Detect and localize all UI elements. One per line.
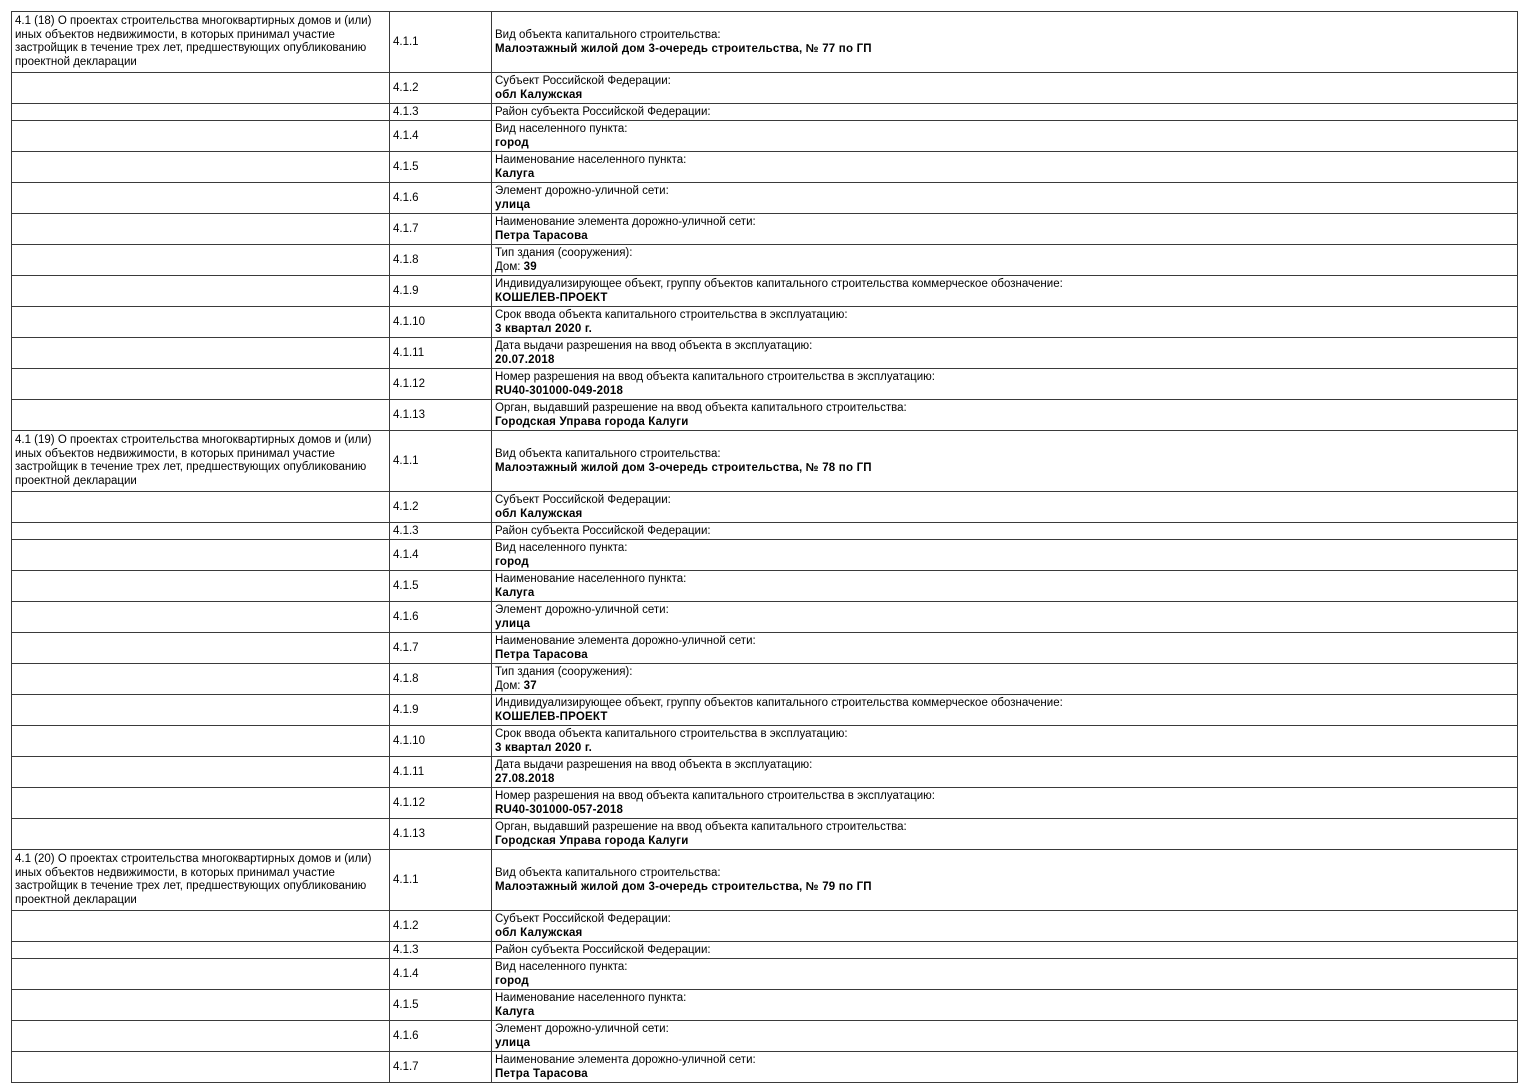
table-row: [12, 276, 1518, 307]
row-value: [495, 679, 1514, 693]
row-code: 4.1.4: [393, 549, 419, 561]
row-code: 4.1.10: [393, 316, 425, 328]
row-label: Вид населенного пункта:: [495, 542, 628, 554]
row-content-cell: [492, 602, 1518, 633]
table-row: [12, 726, 1518, 757]
section-cell: [12, 104, 390, 121]
row-code-cell: [390, 121, 492, 152]
row-code: 4.1.13: [393, 828, 425, 840]
row-label: Орган, выдавший разрешение на ввод объекта капитального строительства:: [495, 402, 907, 414]
table-row: [12, 121, 1518, 152]
row-code-cell: [390, 183, 492, 214]
row-content-cell: [492, 990, 1518, 1021]
table-row: [12, 1021, 1518, 1052]
table-row: [12, 850, 1518, 911]
row-code-cell: [390, 726, 492, 757]
row-code-cell: [390, 1052, 492, 1083]
section-cell: [12, 1052, 390, 1083]
table-row: [12, 633, 1518, 664]
row-value: улица: [495, 618, 531, 630]
row-label: Дата выдачи разрешения на ввод объекта в эксплуатацию:: [495, 340, 813, 352]
row-code-cell: [390, 400, 492, 431]
row-label: Орган, выдавший разрешение на ввод объекта капитального строительства:: [495, 821, 907, 833]
section-cell: [12, 214, 390, 245]
section-label: 4.1 (19) О проектах строительства многоквартирных домов и (или) иных объектов недвижимости, в которых принимал участие застройщик в течение трех лет, предшествующих опубликованию проектной декларации: [15, 434, 372, 487]
row-label: Наименование элемента дорожно-уличной сети:: [495, 216, 756, 228]
row-label: Субъект Российской Федерации:: [495, 75, 671, 87]
row-value: город: [495, 975, 529, 987]
table-row: [12, 990, 1518, 1021]
row-label: Индивидуализирующее объект, группу объектов капитального строительства коммерческое обозначение:: [495, 697, 1063, 709]
row-value-text: 37: [523, 680, 537, 692]
table-row: [12, 602, 1518, 633]
row-value: обл Калужская: [495, 927, 583, 939]
row-value: 20.07.2018: [495, 354, 555, 366]
row-value: Малоэтажный жилой дом 3-очередь строительства, № 78 по ГП: [495, 462, 872, 474]
row-code-cell: [390, 819, 492, 850]
section-cell: [12, 959, 390, 990]
row-code: 4.1.11: [393, 347, 425, 359]
row-label: Тип здания (сооружения):: [495, 666, 633, 678]
row-content-cell: [492, 276, 1518, 307]
row-value: обл Калужская: [495, 508, 583, 520]
section-cell: [12, 602, 390, 633]
row-code-cell: [390, 73, 492, 104]
row-code: 4.1.8: [393, 673, 419, 685]
row-code: 4.1.4: [393, 130, 419, 142]
section-cell: [12, 400, 390, 431]
section-cell: [12, 245, 390, 276]
row-code: 4.1.5: [393, 580, 419, 592]
section-cell: [12, 121, 390, 152]
row-code: 4.1.12: [393, 378, 425, 390]
row-content-cell: [492, 492, 1518, 523]
row-value: Петра Тарасова: [495, 649, 588, 661]
section-cell: [12, 523, 390, 540]
table-row: [12, 540, 1518, 571]
row-content-cell: [492, 400, 1518, 431]
row-value: 27.08.2018: [495, 773, 555, 785]
row-code-cell: [390, 959, 492, 990]
row-code-cell: [390, 695, 492, 726]
section-cell: [12, 757, 390, 788]
row-label: Район субъекта Российской Федерации:: [495, 525, 711, 537]
row-code-cell: [390, 540, 492, 571]
row-code: 4.1.7: [393, 1061, 419, 1073]
row-value: КОШЕЛЕВ-ПРОЕКТ: [495, 292, 608, 304]
row-content-cell: [492, 911, 1518, 942]
row-label: Субъект Российской Федерации:: [495, 913, 671, 925]
row-content-cell: [492, 152, 1518, 183]
row-label: Элемент дорожно-уличной сети:: [495, 185, 669, 197]
row-value: Петра Тарасова: [495, 1068, 588, 1080]
section-cell: [12, 307, 390, 338]
table-row: [12, 400, 1518, 431]
row-value: улица: [495, 1037, 531, 1049]
row-code-cell: [390, 214, 492, 245]
row-code: 4.1.13: [393, 409, 425, 421]
table-row: [12, 911, 1518, 942]
table-row: [12, 788, 1518, 819]
row-content-cell: [492, 664, 1518, 695]
row-content-cell: [492, 245, 1518, 276]
table-row: [12, 152, 1518, 183]
row-label: Элемент дорожно-уличной сети:: [495, 1023, 669, 1035]
row-code-cell: [390, 757, 492, 788]
row-label: Номер разрешения на ввод объекта капитального строительства в эксплуатацию:: [495, 790, 935, 802]
section-cell: [12, 540, 390, 571]
table-row: [12, 523, 1518, 540]
row-content-cell: [492, 1052, 1518, 1083]
row-code-cell: [390, 911, 492, 942]
table-row: [12, 245, 1518, 276]
row-label: Дата выдачи разрешения на ввод объекта в эксплуатацию:: [495, 759, 813, 771]
row-code-cell: [390, 245, 492, 276]
row-label: Тип здания (сооружения):: [495, 247, 633, 259]
row-code: 4.1.1: [393, 36, 419, 48]
section-cell: [12, 819, 390, 850]
row-code: 4.1.5: [393, 999, 419, 1011]
row-code-cell: [390, 664, 492, 695]
row-code-cell: [390, 633, 492, 664]
row-content-cell: [492, 431, 1518, 492]
row-content-cell: [492, 633, 1518, 664]
row-code: 4.1.8: [393, 254, 419, 266]
row-value: улица: [495, 199, 531, 211]
row-code: 4.1.6: [393, 611, 419, 623]
row-code-cell: [390, 990, 492, 1021]
row-content-cell: [492, 571, 1518, 602]
row-code-cell: [390, 307, 492, 338]
row-value-prefix: Дом:: [495, 680, 524, 692]
section-label: 4.1 (18) О проектах строительства многоквартирных домов и (или) иных объектов недвижимости, в которых принимал участие застройщик в течение трех лет, предшествующих опубликованию проектной декларации: [15, 15, 372, 68]
row-value: 3 квартал 2020 г.: [495, 742, 593, 754]
row-code: 4.1.9: [393, 285, 419, 297]
row-label: Вид населенного пункта:: [495, 961, 628, 973]
table-row: [12, 73, 1518, 104]
row-code-cell: [390, 276, 492, 307]
row-value: Малоэтажный жилой дом 3-очередь строительства, № 77 по ГП: [495, 43, 872, 55]
table-row: [12, 104, 1518, 121]
row-code-cell: [390, 788, 492, 819]
table-row: [12, 431, 1518, 492]
section-cell: [12, 695, 390, 726]
row-content-cell: [492, 695, 1518, 726]
table-row: [12, 819, 1518, 850]
table-row: [12, 369, 1518, 400]
row-code-cell: [390, 492, 492, 523]
row-code-cell: [390, 850, 492, 911]
section-cell: [12, 942, 390, 959]
section-cell: [12, 788, 390, 819]
row-code-cell: [390, 571, 492, 602]
row-code-cell: [390, 942, 492, 959]
row-content-cell: [492, 959, 1518, 990]
row-value: RU40-301000-049-2018: [495, 385, 624, 397]
row-code-cell: [390, 12, 492, 73]
row-label: Наименование населенного пункта:: [495, 154, 687, 166]
section-cell: [12, 152, 390, 183]
row-content-cell: [492, 850, 1518, 911]
document-page: [11, 11, 1518, 1083]
row-value: город: [495, 137, 529, 149]
table-row: [12, 571, 1518, 602]
row-label: Номер разрешения на ввод объекта капитального строительства в эксплуатацию:: [495, 371, 935, 383]
row-value: Городская Управа города Калуги: [495, 416, 689, 428]
row-code: 4.1.7: [393, 223, 419, 235]
row-code-cell: [390, 152, 492, 183]
row-content-cell: [492, 788, 1518, 819]
row-value: город: [495, 556, 529, 568]
row-label: Срок ввода объекта капитального строительства в эксплуатацию:: [495, 309, 848, 321]
row-value: Петра Тарасова: [495, 230, 588, 242]
section-cell: [12, 431, 390, 492]
row-label: Район субъекта Российской Федерации:: [495, 944, 711, 956]
row-value: обл Калужская: [495, 89, 583, 101]
row-code-cell: [390, 369, 492, 400]
row-code: 4.1.7: [393, 642, 419, 654]
section-cell: [12, 911, 390, 942]
row-content-cell: [492, 369, 1518, 400]
row-content-cell: [492, 540, 1518, 571]
section-cell: [12, 369, 390, 400]
row-code: 4.1.1: [393, 874, 419, 886]
section-cell: [12, 183, 390, 214]
row-value: 3 квартал 2020 г.: [495, 323, 593, 335]
section-cell: [12, 664, 390, 695]
row-label: Наименование населенного пункта:: [495, 573, 687, 585]
row-code: 4.1.3: [393, 525, 419, 537]
section-cell: [12, 633, 390, 664]
section-cell: [12, 1021, 390, 1052]
row-code: 4.1.12: [393, 797, 425, 809]
row-label: Наименование элемента дорожно-уличной сети:: [495, 635, 756, 647]
row-content-cell: [492, 523, 1518, 540]
row-label: Индивидуализирующее объект, группу объектов капитального строительства коммерческое обозначение:: [495, 278, 1063, 290]
table-row: [12, 942, 1518, 959]
row-content-cell: [492, 757, 1518, 788]
row-value-text: 39: [523, 261, 537, 273]
row-label: Срок ввода объекта капитального строительства в эксплуатацию:: [495, 728, 848, 740]
row-code-cell: [390, 104, 492, 121]
table-row: [12, 214, 1518, 245]
section-cell: [12, 276, 390, 307]
table-row: [12, 338, 1518, 369]
row-code: 4.1.5: [393, 161, 419, 173]
row-content-cell: [492, 12, 1518, 73]
table-row: [12, 664, 1518, 695]
row-content-cell: [492, 121, 1518, 152]
row-content-cell: [492, 307, 1518, 338]
table-row: [12, 1052, 1518, 1083]
row-value: Калуга: [495, 587, 535, 599]
row-content-cell: [492, 819, 1518, 850]
row-label: Вид населенного пункта:: [495, 123, 628, 135]
section-cell: [12, 492, 390, 523]
row-label: Вид объекта капитального строительства:: [495, 867, 721, 879]
table-row: [12, 307, 1518, 338]
row-code-cell: [390, 1021, 492, 1052]
row-value: RU40-301000-057-2018: [495, 804, 624, 816]
row-code: 4.1.11: [393, 766, 425, 778]
section-cell: [12, 850, 390, 911]
row-content-cell: [492, 726, 1518, 757]
row-code: 4.1.10: [393, 735, 425, 747]
row-label: Вид объекта капитального строительства:: [495, 448, 721, 460]
table-row: [12, 183, 1518, 214]
row-content-cell: [492, 942, 1518, 959]
row-code: 4.1.6: [393, 1030, 419, 1042]
row-code-cell: [390, 602, 492, 633]
declaration-table-body: [12, 12, 1518, 1083]
row-content-cell: [492, 183, 1518, 214]
declaration-table: [11, 11, 1518, 1083]
row-value: Калуга: [495, 1006, 535, 1018]
row-code: 4.1.2: [393, 82, 419, 94]
row-value: Малоэтажный жилой дом 3-очередь строительства, № 79 по ГП: [495, 881, 872, 893]
row-content-cell: [492, 338, 1518, 369]
row-content-cell: [492, 1021, 1518, 1052]
row-content-cell: [492, 73, 1518, 104]
table-row: [12, 492, 1518, 523]
row-content-cell: [492, 104, 1518, 121]
row-value: Городская Управа города Калуги: [495, 835, 689, 847]
table-row: [12, 12, 1518, 73]
section-cell: [12, 12, 390, 73]
row-value-prefix: Дом:: [495, 261, 524, 273]
section-cell: [12, 571, 390, 602]
row-code: 4.1.3: [393, 106, 419, 118]
row-label: Субъект Российской Федерации:: [495, 494, 671, 506]
table-row: [12, 959, 1518, 990]
section-cell: [12, 726, 390, 757]
section-cell: [12, 338, 390, 369]
row-code: 4.1.4: [393, 968, 419, 980]
row-value: Калуга: [495, 168, 535, 180]
row-code: 4.1.2: [393, 501, 419, 513]
row-code: 4.1.9: [393, 704, 419, 716]
row-value: [495, 260, 1514, 274]
row-code: 4.1.3: [393, 944, 419, 956]
row-label: Район субъекта Российской Федерации:: [495, 106, 711, 118]
row-label: Вид объекта капитального строительства:: [495, 29, 721, 41]
row-value: КОШЕЛЕВ-ПРОЕКТ: [495, 711, 608, 723]
row-code: 4.1.2: [393, 920, 419, 932]
table-row: [12, 757, 1518, 788]
row-label: Наименование элемента дорожно-уличной сети:: [495, 1054, 756, 1066]
row-code-cell: [390, 338, 492, 369]
section-cell: [12, 73, 390, 104]
section-cell: [12, 990, 390, 1021]
row-code-cell: [390, 431, 492, 492]
row-label: Наименование населенного пункта:: [495, 992, 687, 1004]
row-content-cell: [492, 214, 1518, 245]
row-label: Элемент дорожно-уличной сети:: [495, 604, 669, 616]
row-code: 4.1.6: [393, 192, 419, 204]
row-code-cell: [390, 523, 492, 540]
table-row: [12, 695, 1518, 726]
row-code: 4.1.1: [393, 455, 419, 467]
section-label: 4.1 (20) О проектах строительства многоквартирных домов и (или) иных объектов недвижимости, в которых принимал участие застройщик в течение трех лет, предшествующих опубликованию проектной декларации: [15, 853, 372, 906]
